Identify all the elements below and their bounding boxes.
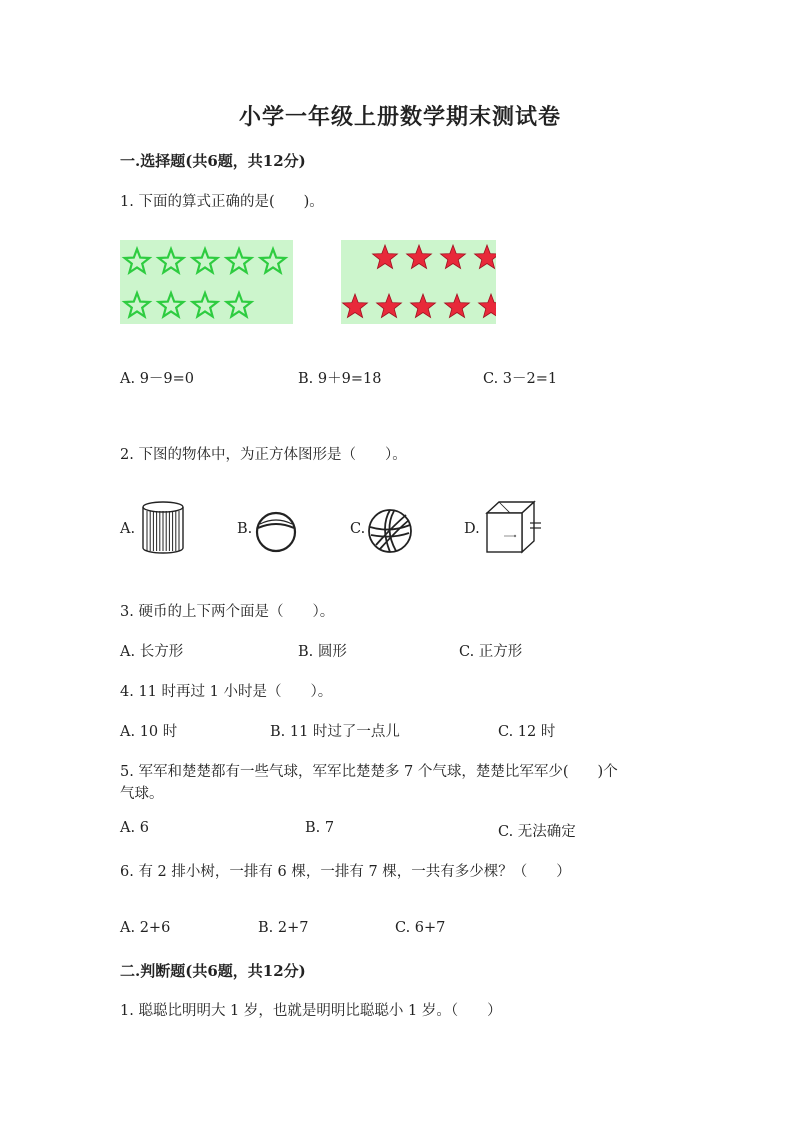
q2-option-d-label: D. (464, 521, 480, 537)
ball-icon (254, 510, 298, 554)
q6-option-b: B. 2+7 (258, 920, 309, 936)
green-stars-panel (120, 240, 293, 324)
q4-option-c: C. 12 时 (498, 724, 556, 740)
question-2-text: 2. 下图的物体中，为正方体图形是（ ）。 (120, 447, 407, 463)
q5-option-a: A. 6 (120, 820, 149, 836)
question-6-text: 6. 有 2 排小树，一排有 6 棵，一排有 7 棵，一共有多少棵？（ ） (120, 864, 571, 880)
q6-option-c: C. 6+7 (395, 920, 446, 936)
q2-option-c-label: C. (350, 521, 366, 537)
q1-option-b: B. 9＋9=18 (298, 371, 382, 387)
q5-option-b: B. 7 (305, 820, 335, 836)
q2-option-b-label: B. (237, 521, 253, 537)
q5-option-c: C. 无法确定 (498, 824, 576, 840)
box-icon (484, 499, 544, 557)
question-1-text: 1. 下面的算式正确的是( )。 (120, 194, 324, 210)
question-5-text-line1: 5. 军军和楚楚都有一些气球，军军比楚楚多 7 个气球，楚楚比军军少( )个 (120, 764, 618, 780)
q3-option-a: A. 长方形 (120, 644, 184, 660)
q1-option-c: C. 3－2=1 (483, 371, 558, 387)
question-5-text-line2: 气球。 (120, 786, 164, 802)
volleyball-icon (366, 507, 414, 555)
section-heading-choice: 一.选择题(共6题，共12分) (120, 152, 306, 170)
page-title: 小学一年级上册数学期末测试卷 (238, 104, 561, 130)
q3-option-c: C. 正方形 (459, 644, 523, 660)
question-3-text: 3. 硬币的上下两个面是（ ）。 (120, 604, 335, 620)
q6-option-a: A. 2+6 (120, 920, 171, 936)
q1-option-a: A. 9－9=0 (120, 371, 195, 387)
section-heading-true-false: 二.判断题(共6题，共12分) (120, 962, 306, 980)
q2-option-a-label: A. (120, 521, 136, 537)
red-stars-panel (341, 240, 496, 324)
q4-option-a: A. 10 时 (120, 724, 178, 740)
q4-option-b: B. 11 时过了一点儿 (270, 724, 400, 740)
question-4-text: 4. 11 时再过 1 小时是（ ）。 (120, 684, 333, 700)
tf-question-1-text: 1. 聪聪比明明大 1 岁，也就是明明比聪聪小 1 岁。（ ） (120, 1003, 502, 1019)
q3-option-b: B. 圆形 (298, 644, 347, 660)
cylinder-icon (140, 500, 186, 556)
